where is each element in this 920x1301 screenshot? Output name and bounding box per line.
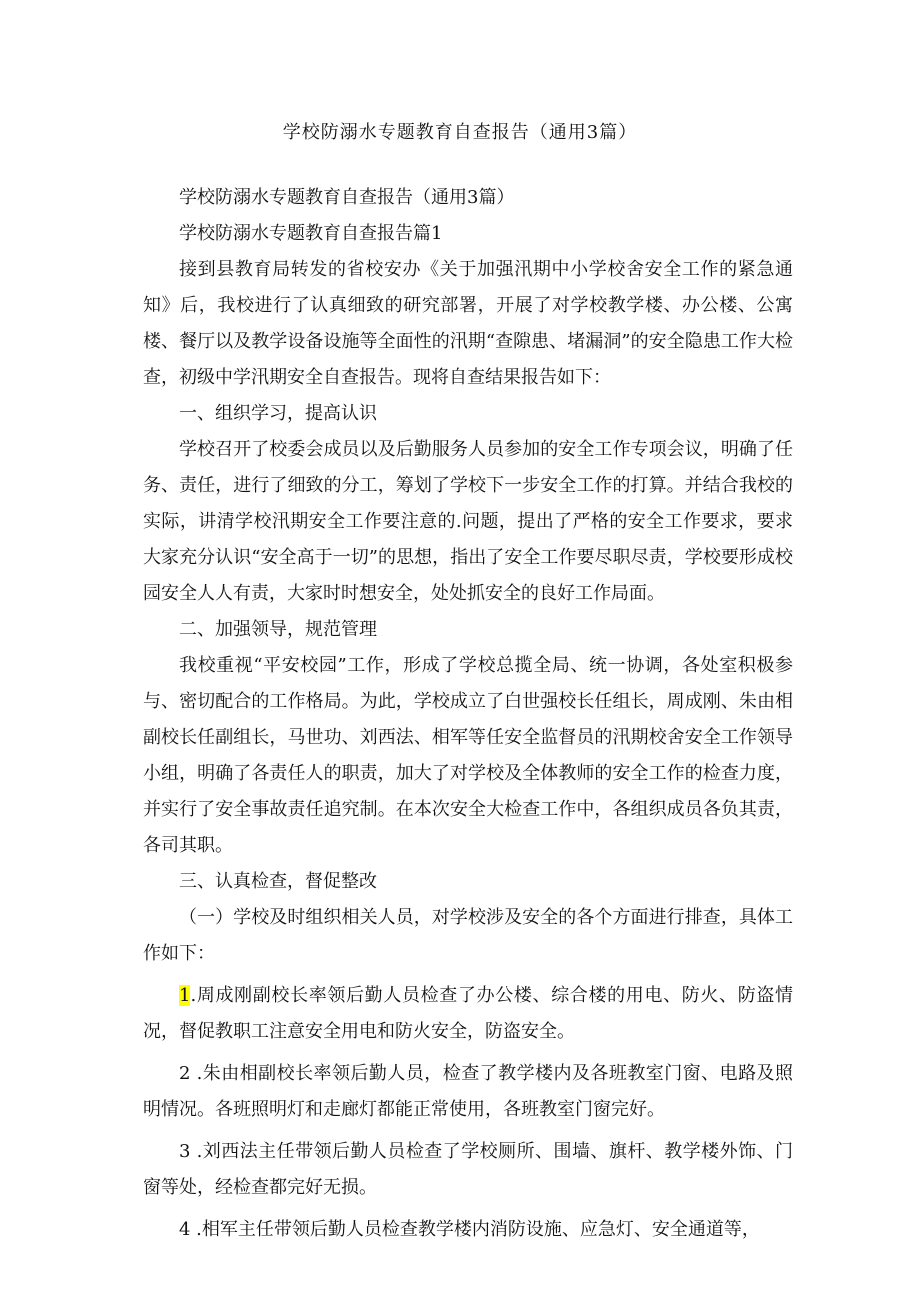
section-heading: 一、组织学习，提高认识 [179,403,377,424]
paragraph: 我校重视“平安校园”工作，形成了学校总揽全局、统一协调，各处室积极参与、密切配合的工作格局。为此，学校成立了白世强校长任组长，周成刚、朱由相副校长任副组长，马世功、刘西法、相军等任安全监督员的汛期校舍安全工作领导小组，明确了各责任人的职责，加大了对学校及全体教师的安全工作的检查力度，并实行了安全事故责任追究制。在本次安全大检查工作中，各组织成员各负其责，各司其职。 [143,655,793,856]
list-item: 4 .相军主任带领后勤人员检查教学楼内消防设施、应急灯、安全通道等， [179,1219,760,1240]
paragraph: （一）学校及时组织相关人员，对学校涉及安全的各个方面进行排查，具体工作如下： [143,907,793,964]
highlight-mark: 1 [179,985,191,1006]
paragraph: 学校防溺水专题教育自查报告（通用3篇） [179,187,515,208]
list-item [143,978,793,1050]
paragraph: 学校防溺水专题教育自查报告篇1 [179,223,443,244]
list-item: 3 .刘西法主任带领后勤人员检查了学校厕所、围墙、旗杆、教学楼外饰、门窗等处，经检查都完好无损。 [143,1141,793,1198]
paragraph: 接到县教育局转发的省校安办《关于加强汛期中小学校舍安全工作的紧急通知》后，我校进行了认真细致的研究部署，开展了对学校教学楼、办公楼、公寓楼、餐厅以及教学设备设施等全面性的汛期“查隙患、堵漏洞”的安全隐患工作大检查，初级中学汛期安全自查报告。现将自查结果报告如下： [143,259,793,388]
paragraph: 学校召开了校委会成员以及后勤服务人员参加的安全工作专项会议，明确了任务、责任，进行了细致的分工，筹划了学校下一步安全工作的打算。并结合我校的实际，讲清学校汛期安全工作要注意的.问题，提出了严格的安全工作要求，要求大家充分认识“安全高于一切”的思想，指出了安全工作要尽职尽责，学校要形成校园安全人人有责，大家时时想安全，处处抓安全的良好工作局面。 [143,439,793,604]
section-heading: 三、认真检查，督促整改 [179,871,377,892]
list-item-text: .周成刚副校长率领后勤人员检查了办公楼、综合楼的用电、防火、防盗情况，督促教职工注意安全用电和防火安全，防盗安全。 [143,985,793,1042]
document-title: 学校防溺水专题教育自查报告（通用3篇） [282,122,638,143]
document-body [143,180,793,1248]
list-item: 2 .朱由相副校长率领后勤人员，检查了教学楼内及各班教室门窗、电路及照明情况。各班照明灯和走廊灯都能正常使用，各班教室门窗完好。 [143,1063,793,1120]
section-heading: 二、加强领导，规范管理 [179,619,377,640]
